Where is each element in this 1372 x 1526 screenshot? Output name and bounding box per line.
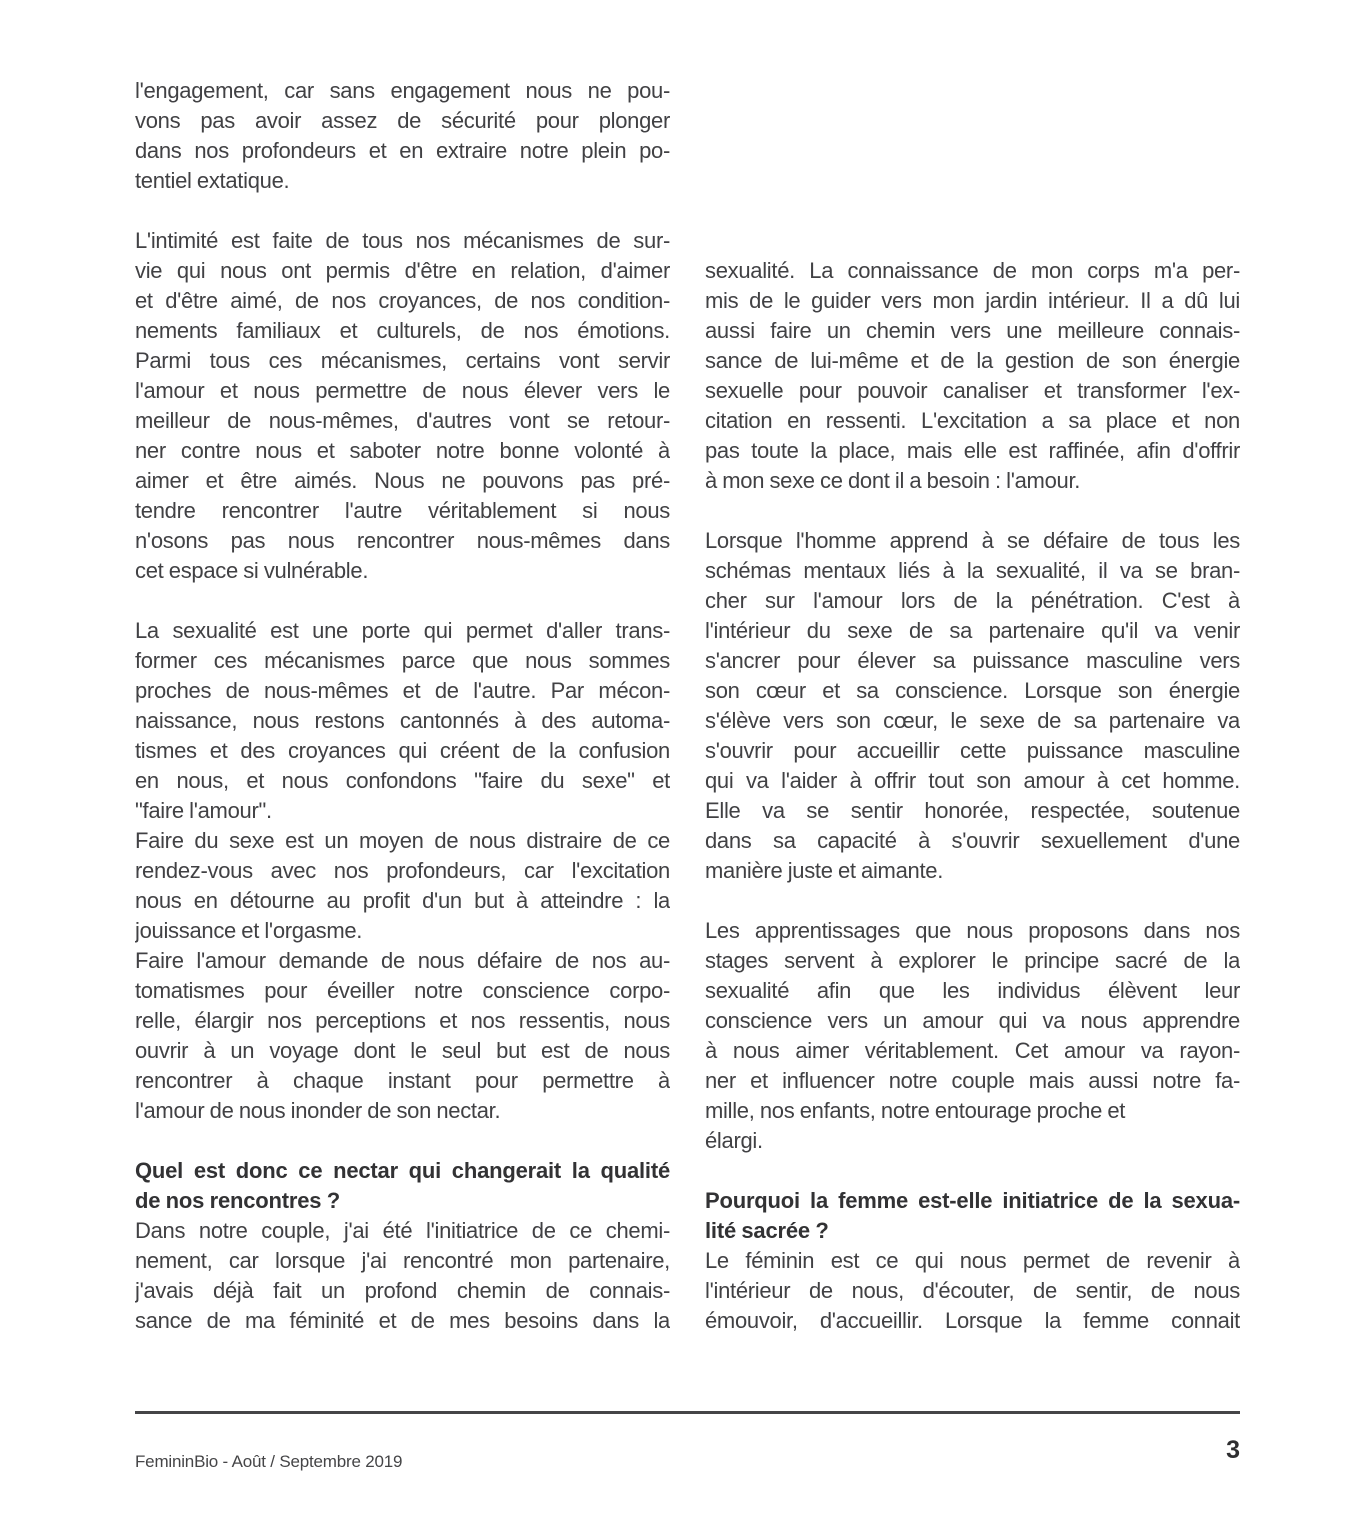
text-line: vons pas avoir assez de sécurité pour plonger [135,108,670,133]
text-line: former ces mécanismes parce que nous sommes [135,648,670,673]
paragraph [135,616,670,1126]
text-line: s'élève vers son cœur, le sexe de sa partenaire va [705,708,1240,733]
text-line: proches de nous-mêmes et de l'autre. Par mécon- [135,678,670,703]
text-line: son cœur et sa conscience. Lorsque son énergie [705,678,1240,703]
text-line: s'ancrer pour élever sa puissance masculine vers [705,648,1240,673]
text-line: cet espace si vulnérable. [135,558,369,583]
text-line: "faire l'amour". [135,798,272,823]
text-line: aimer et être aimés. Nous ne pouvons pas pré- [135,468,670,493]
text-line: La sexualité est une porte qui permet d'aller trans- [135,618,670,643]
paragraph [705,256,1240,496]
text-line: pas toute la place, mais elle est raffinée, afin d'offrir [705,438,1240,463]
text-line: lité sacrée ? [705,1218,829,1243]
section-heading [135,1156,670,1216]
text-line: l'intérieur du sexe de sa partenaire qu'il va venir [705,618,1240,643]
text-line: tomatismes pour éveiller notre conscience corpo- [135,978,670,1003]
text-line: tendre rencontrer l'autre véritablement si nous [135,498,670,523]
text-line: meilleur de nous-mêmes, d'autres vont se retour- [135,408,670,433]
section-heading [705,1186,1240,1246]
footer-divider [135,1411,1240,1414]
text-line: Quel est donc ce nectar qui changerait la qualité [135,1158,670,1183]
text-line: vie qui nous ont permis d'être en relation, d'aimer [135,258,670,283]
text-line: Faire du sexe est un moyen de nous distraire de ce [135,828,670,853]
text-line: sexualité. La connaissance de mon corps m'a per- [705,258,1240,283]
paragraph [705,916,1240,1156]
text-line: naissance, nous restons cantonnés à des automa- [135,708,670,733]
text-line: ner contre nous et saboter notre bonne volonté à [135,438,670,463]
text-line: citation en ressenti. L'excitation a sa place et non [705,408,1240,433]
text-line: manière juste et aimante. [705,858,944,883]
text-line: qui va l'aider à offrir tout son amour à cet homme. [705,768,1240,793]
text-line: et d'être aimé, de nos croyances, de nos condition- [135,288,670,313]
text-line: schémas mentaux liés à la sexualité, il va se bran- [705,558,1240,583]
page-number: 3 [1226,1436,1240,1464]
text-line: Faire l'amour demande de nous défaire de nos au- [135,948,670,973]
text-line: rendez-vous avec nos profondeurs, car l'excitation [135,858,670,883]
text-line: n'osons pas nous rencontrer nous-mêmes dans [135,528,670,553]
text-line: mille, nos enfants, notre entourage proche et [705,1098,1126,1123]
text-line: dans sa capacité à s'ouvrir sexuellement d'une [705,828,1240,853]
text-line: l'amour et nous permettre de nous élever vers le [135,378,670,403]
text-line: L'intimité est faite de tous nos mécanismes de sur- [135,228,670,253]
text-line: tismes et des croyances qui créent de la confusion [135,738,670,763]
text-line: ner et influencer notre couple mais aussi notre fa- [705,1068,1240,1093]
text-line: de nos rencontres ? [135,1188,340,1213]
text-line: en nous, et nous confondons "faire du sexe" et [135,768,670,793]
paragraph [705,526,1240,886]
text-line: l'intérieur de nous, d'écouter, de sentir, de nous [705,1278,1240,1303]
text-line: relle, élargir nos perceptions et nos ressentis, nous [135,1008,670,1033]
text-line: mis de le guider vers mon jardin intérieur. Il a dû lui [705,288,1240,313]
text-line: sance de ma féminité et de mes besoins dans la [135,1308,670,1333]
text-line: Elle va se sentir honorée, respectée, soutenue [705,798,1240,823]
magazine-issue-label: FemininBio - Août / Septembre 2019 [135,1452,403,1471]
text-line: l'amour de nous inonder de son nectar. [135,1098,501,1123]
text-line: l'engagement, car sans engagement nous ne pou- [135,78,670,103]
text-line: ouvrir à un voyage dont le seul but est de nous [135,1038,670,1063]
text-line: Parmi tous ces mécanismes, certains vont servir [135,348,670,373]
text-line: sance de lui-même et de la gestion de son énergie [705,348,1240,373]
text-line: cher sur l'amour lors de la pénétration. C'est à [705,588,1240,613]
text-line: j'avais déjà fait un profond chemin de connais- [135,1278,670,1303]
right-column [705,256,1240,1336]
left-column [135,76,670,1336]
paragraph [135,226,670,586]
paragraph [135,76,670,196]
text-line: nous en détourne au profit d'un but à atteindre : la [135,888,670,913]
text-line: à nous aimer véritablement. Cet amour va rayon- [705,1038,1240,1063]
text-line: émouvoir, d'accueillir. Lorsque la femme connait [705,1308,1240,1333]
text-line: Les apprentissages que nous proposons dans nos [705,918,1240,943]
text-line: conscience vers un amour qui va nous apprendre [705,1008,1240,1033]
text-line: tentiel extatique. [135,168,290,193]
text-line: sexualité afin que les individus élèvent leur [705,978,1240,1003]
paragraph [135,1216,670,1336]
text-line: rencontrer à chaque instant pour permettre à [135,1068,670,1093]
text-line: sexuelle pour pouvoir canaliser et transformer l'ex- [705,378,1240,403]
paragraph [705,1246,1240,1336]
text-line: Le féminin est ce qui nous permet de revenir à [705,1248,1240,1273]
text-line: s'ouvrir pour accueillir cette puissance masculine [705,738,1240,763]
text-line: jouissance et l'orgasme. [135,918,363,943]
text-line: Dans notre couple, j'ai été l'initiatrice de ce chemi- [135,1218,670,1243]
text-line: stages servent à explorer le principe sacré de la [705,948,1240,973]
text-line: Lorsque l'homme apprend à se défaire de tous les [705,528,1240,553]
text-line: dans nos profondeurs et en extraire notre plein po- [135,138,670,163]
text-line: nement, car lorsque j'ai rencontré mon partenaire, [135,1248,670,1273]
text-line: aussi faire un chemin vers une meilleure connais- [705,318,1240,343]
text-line: nements familiaux et culturels, de nos émotions. [135,318,670,343]
text-line: Pourquoi la femme est-elle initiatrice de la sexua- [705,1188,1240,1213]
text-line: élargi. [705,1128,763,1153]
text-line: à mon sexe ce dont il a besoin : l'amour. [705,468,1081,493]
